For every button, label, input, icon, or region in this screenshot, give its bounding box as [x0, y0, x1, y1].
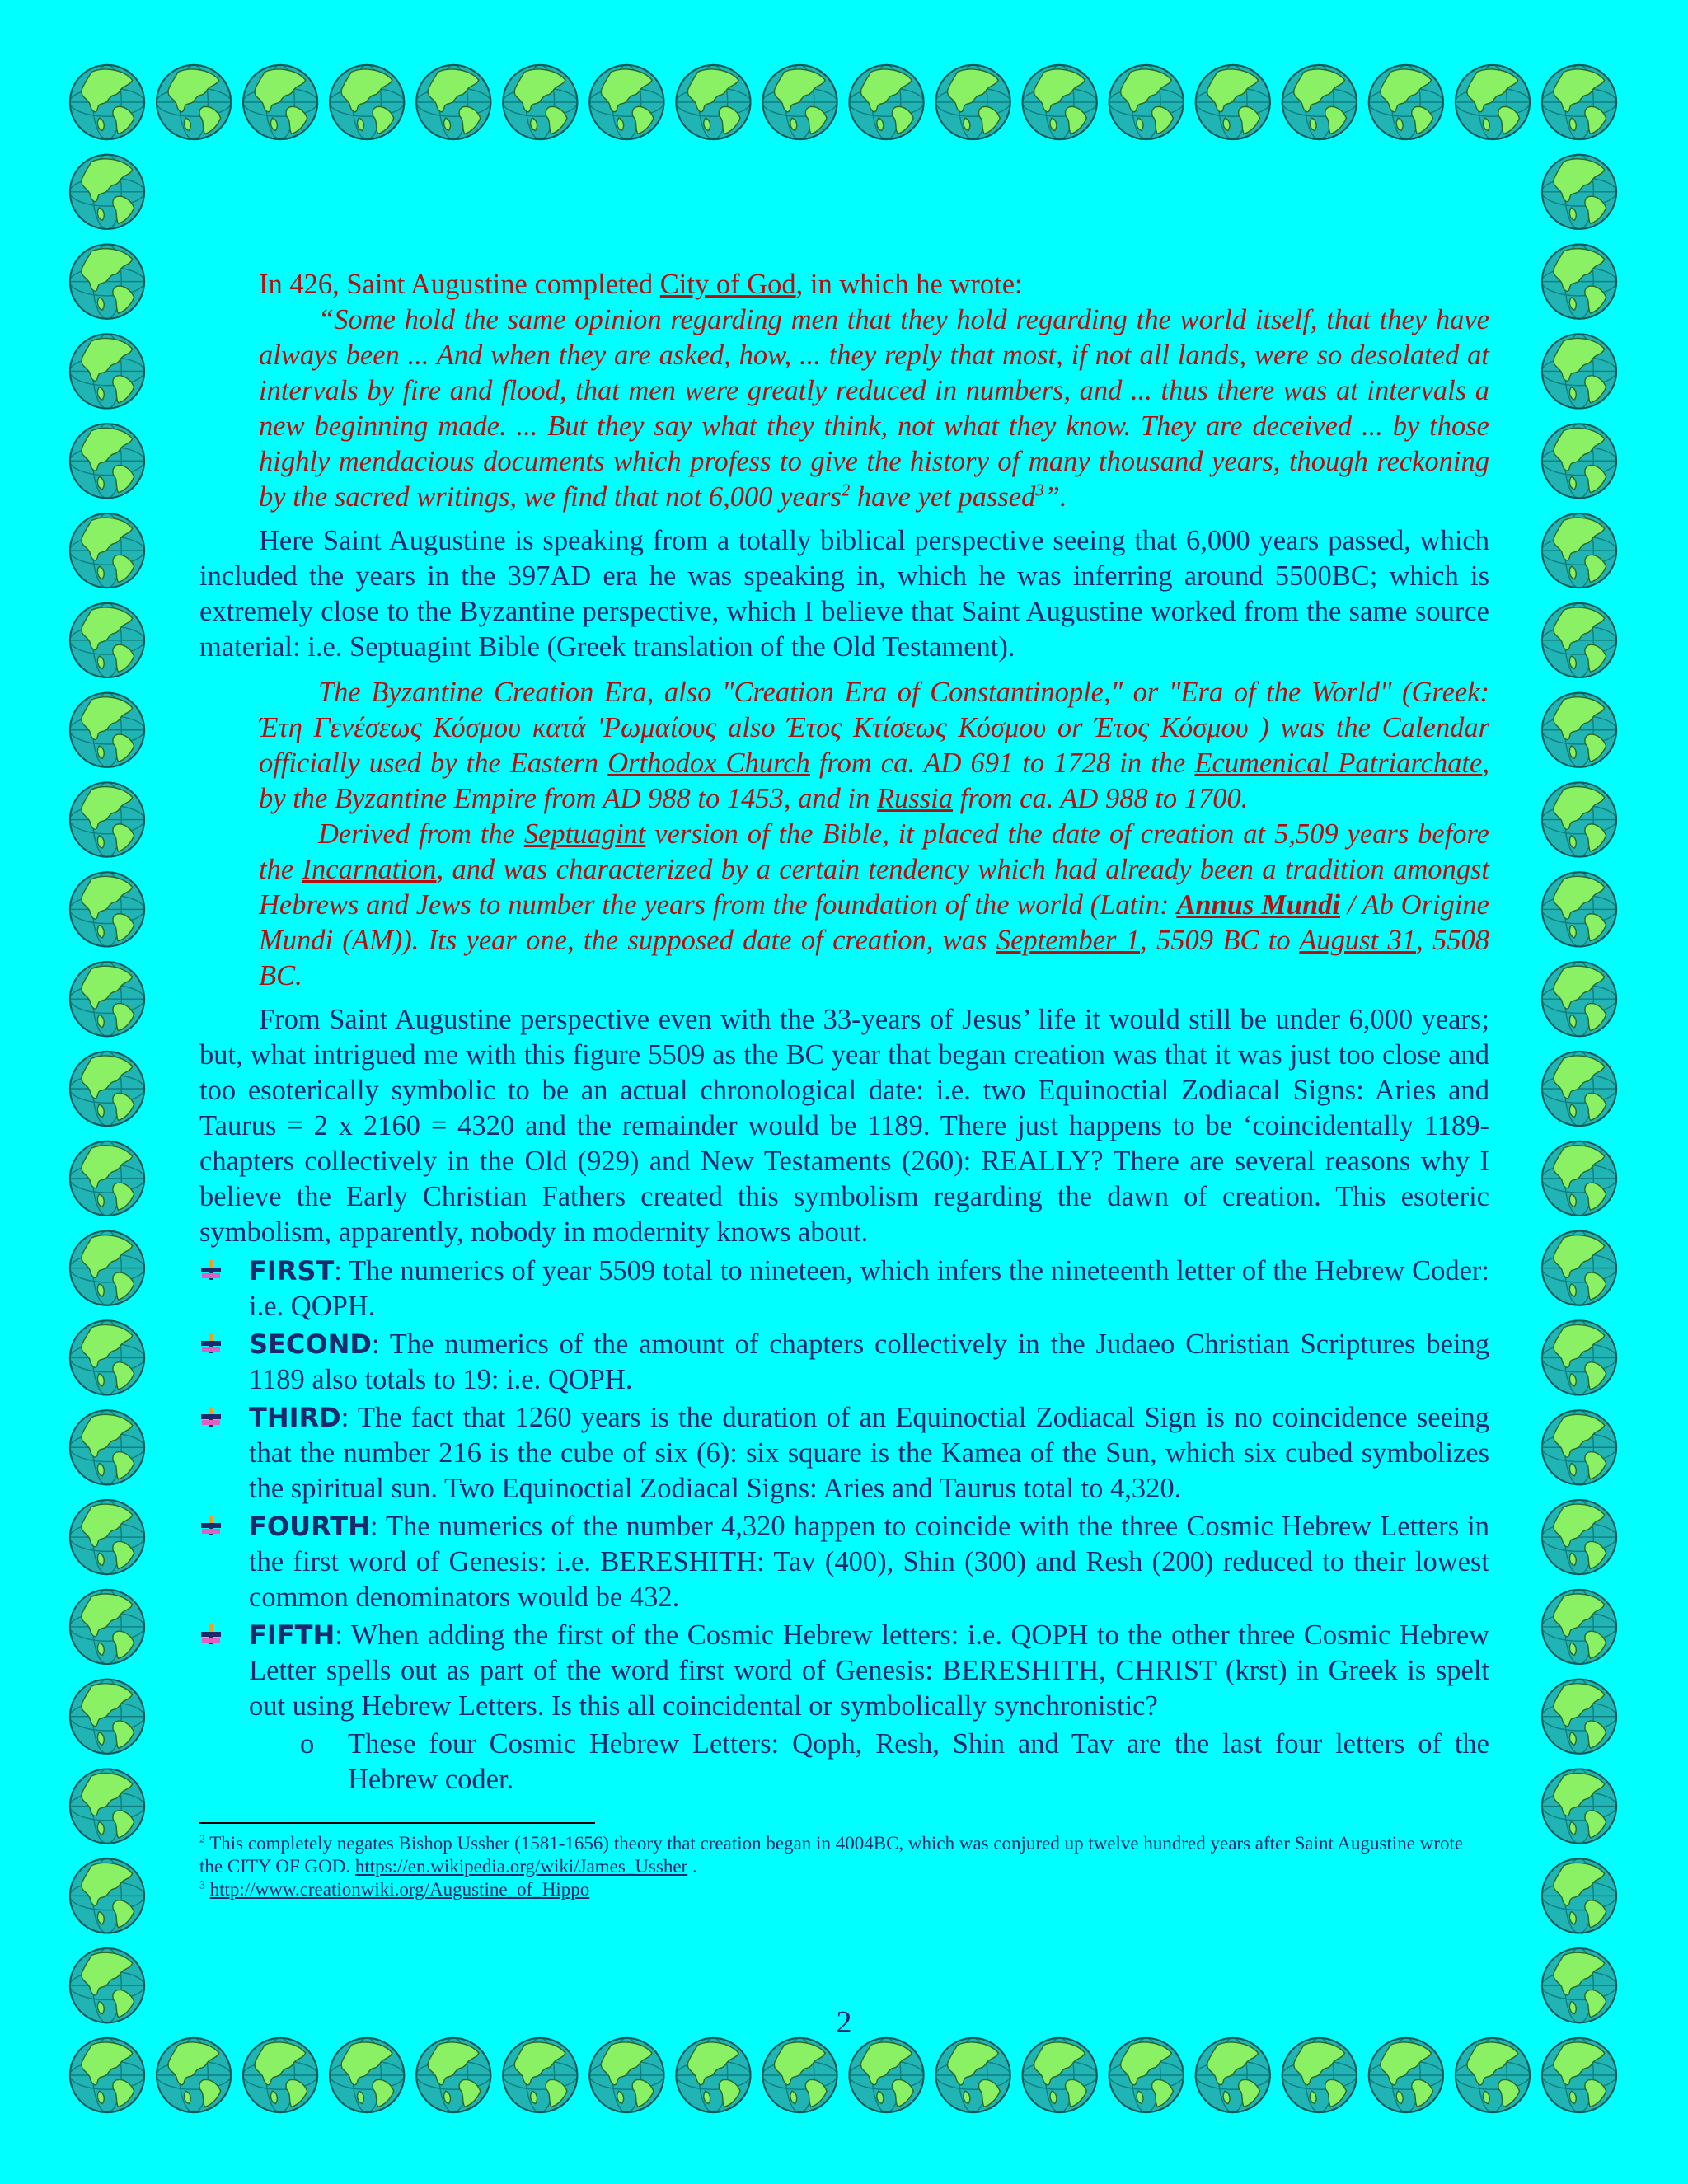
globe-icon	[1542, 513, 1616, 588]
globe-icon	[1369, 2038, 1443, 2112]
globe-icon	[1023, 2038, 1097, 2112]
globe-icon	[70, 1680, 144, 1754]
footnote-3: $^3$ http://www.creationwiki.org/Augustine_of_Hippo	[199, 1878, 590, 1900]
globe-icon	[935, 2038, 1010, 2112]
annus-mundi-link[interactable]: Annus Mundi	[1176, 889, 1340, 921]
globe-icon	[1456, 2038, 1530, 2112]
list-item: THIRD: The fact that 1260 years is the duration of an Equinoctial Zodiacal Sign is no coincidence seeing that the number 216 is the cube of six (6): six square is the Kamea of the Sun, which six cubed symbolizes the spiritual sun. Two Equinoctial Zodiacal Signs: Aries and Taurus total to 4,320.	[199, 1400, 1489, 1507]
globe-icon	[1542, 1231, 1616, 1305]
list-item: SECOND: The numerics of the amount of chapters collectively in the Judaeo Christian Scriptures being 1189 also totals to 19: i.e. QOPH.	[199, 1327, 1489, 1398]
globe-icon	[1542, 1410, 1616, 1484]
septuagint-link[interactable]: Septuagint	[523, 818, 646, 850]
footnote-separator	[199, 1822, 595, 1824]
footnote-2: $^2$ This completely negates Bishop Ussher (1581-1656) theory that creation began in 4004BC, which was conjured up twelve hundred years after Saint Augustine wrote the CITY OF GOD. https://en.wikipedia.org/wiki/James_Ussher .	[199, 1832, 1464, 1877]
orthodox-church-link[interactable]: Orthodox Church	[607, 748, 810, 779]
russia-link[interactable]: Russia	[876, 783, 953, 814]
plus-bullet-icon	[199, 1514, 223, 1537]
globe-icon	[1542, 1500, 1616, 1574]
globe-icon	[70, 1769, 144, 1843]
globe-icon	[70, 245, 144, 319]
globe-icon	[1542, 1141, 1616, 1216]
point-keyword: THIRD	[249, 1402, 341, 1433]
globe-icon	[70, 1231, 144, 1305]
reasons-list	[199, 1254, 1489, 1724]
byzantine-quote-2: Derived from the Septuagint version of the Bible, it placed the date of creation at 5,509 years before the Incarnation, and was characterized by a certain tendency which had already been a tradition amongst Hebrews and Jews to number the years from the foundation of the world (Latin: Annus Mundi / Ab Origine Mundi (AM)). Its year one, the supposed date of creation, was September 1, 5509 BC to August 31, 5508 BC.	[259, 818, 1489, 991]
globe-icon	[70, 65, 144, 139]
globe-icon	[1542, 65, 1616, 139]
list-item: FIRST: The numerics of year 5509 total to nineteen, which infers the nineteenth letter of the Hebrew Coder: i.e. QOPH.	[199, 1254, 1489, 1324]
ussher-link[interactable]: https://en.wikipedia.org/wiki/James_Ussher	[354, 1856, 688, 1877]
globe-icon	[1542, 1320, 1616, 1394]
globe-icon	[762, 2038, 837, 2112]
globe-icon	[1542, 1858, 1616, 1933]
paragraph-2: From Saint Augustine perspective even with the 33-years of Jesus’ life it would still be under 6,000 years; but, what intrigued me with this figure 5509 as the BC year that began creation was that it was just too close and too esoterically symbolic to be an actual chronological date: i.e. two Equinoctial Zodiacal Signs: Aries and Taurus = 2 x 2160 = 4320 and the remainder would be 1189. There just happens to be ‘coincidentally 1189-chapters collectively in the Old (929) and New Testaments (260): REALLY? There are several reasons why I believe the Early Christian Fathers created this symbolism regarding the dawn of creation. This esoteric symbolism, apparently, nobody in modernity knows about.	[199, 1004, 1489, 1248]
page-content	[199, 267, 1489, 1901]
globe-icon	[676, 65, 750, 139]
globe-icon	[330, 65, 404, 139]
globe-icon	[416, 2038, 490, 2112]
globe-icon	[1542, 1590, 1616, 1664]
globe-icon	[849, 65, 923, 139]
globe-icon	[70, 1052, 144, 1126]
circle-bullet: o	[300, 1728, 315, 1760]
globe-icon	[70, 962, 144, 1036]
list-item: FIFTH: When adding the first of the Cosmic Hebrew letters: i.e. QOPH to the other three Cosmic Hebrew Letter spells out as part of the word first word of Genesis: BERESHITH, CHRIST (krst) in Greek is spelt out using Hebrew Letters. Is this all coincidental or symbolically synchronistic?	[199, 1618, 1489, 1724]
plus-bullet-icon	[199, 1332, 223, 1355]
globe-icon	[416, 65, 490, 139]
incarnation-link[interactable]: Incarnation	[302, 854, 437, 885]
globe-icon	[70, 2038, 144, 2112]
globe-icon	[1369, 65, 1443, 139]
globe-icon	[157, 2038, 231, 2112]
globe-icon	[70, 1858, 144, 1933]
point-keyword: FOURTH	[249, 1511, 370, 1542]
globe-icon	[157, 65, 231, 139]
globe-icon	[70, 872, 144, 946]
globe-icon	[1542, 334, 1616, 408]
footnote-ref-3[interactable]: 3	[1035, 481, 1044, 500]
globe-icon	[70, 1500, 144, 1574]
globe-icon	[503, 2038, 577, 2112]
globe-icon	[1282, 65, 1357, 139]
globe-icon	[1282, 2038, 1357, 2112]
globe-icon	[1542, 962, 1616, 1036]
plus-bullet-icon	[199, 1258, 223, 1282]
byzantine-quote-1: The Byzantine Creation Era, also "Creation Era of Constantinople," or "Era of the World" (Greek: Έτη Γενέσεως Κόσμου κατά 'Ρωμαίους also Έτος Κτίσεως Κόσμου or Έτος Κόσμου ) was the Calendar officially used by the Eastern Orthodox Church from ca. AD 691 to 1728 in the Ecumenical Patriarchate, by the Byzantine Empire from AD 988 to 1453, and in Russia from ca. AD 988 to 1700.	[259, 677, 1489, 814]
globe-icon	[70, 603, 144, 677]
globe-icon	[70, 1590, 144, 1664]
intro-line: In 426, Saint Augustine completed City of God, in which he wrote:	[259, 269, 1023, 300]
globe-icon	[330, 2038, 404, 2112]
sub-point: o These four Cosmic Hebrew Letters: Qoph, Resh, Shin and Tav are the last four letters of the Hebrew coder.	[300, 1728, 1489, 1795]
globe-icon	[243, 2038, 317, 2112]
globe-icon	[1542, 1680, 1616, 1754]
globe-icon	[1542, 1052, 1616, 1126]
globe-icon	[1196, 65, 1270, 139]
globe-icon	[70, 513, 144, 588]
point-keyword: SECOND	[249, 1329, 372, 1360]
globe-icon	[1542, 1769, 1616, 1843]
globe-icon	[1456, 65, 1530, 139]
globe-icon	[1542, 245, 1616, 319]
globe-icon	[849, 2038, 923, 2112]
globe-icon	[935, 65, 1010, 139]
plus-bullet-icon	[199, 1405, 223, 1428]
globe-icon	[1542, 782, 1616, 856]
globe-icon	[1542, 2038, 1616, 2112]
globe-icon	[70, 1410, 144, 1484]
point-keyword: FIRST	[249, 1255, 335, 1286]
globe-icon	[1109, 2038, 1184, 2112]
globe-icon	[1023, 65, 1097, 139]
globe-icon	[589, 65, 663, 139]
globe-icon	[70, 782, 144, 856]
globe-icon	[243, 65, 317, 139]
globe-icon	[1542, 424, 1616, 498]
globe-icon	[1109, 65, 1184, 139]
city-of-god-link[interactable]: City of God	[659, 269, 796, 300]
globe-icon	[70, 334, 144, 408]
augustine-quote: “Some hold the same opinion regarding men that they hold regarding the world itself, that they have always been ... And when they are asked, how, ... they reply that most, if not all lands, were so desolated at intervals by fire and flood, that men were greatly reduced in numbers, and ... thus there was at intervals a new beginning made. ... But they say what they think, not what they know. They are deceived ... by those highly mendacious documents which profess to give the history of many thousand years, though reckoning by the sacred writings, we find that not 6,000 years$^2$ have yet passed$^3$”.	[259, 304, 1489, 513]
ecumenical-patriarchate-link[interactable]: Ecumenical Patriarchate	[1194, 748, 1483, 779]
globe-icon	[1542, 603, 1616, 677]
globe-icon	[70, 424, 144, 498]
list-item: FOURTH: The numerics of the number 4,320 happen to coincide with the three Cosmic Hebrew Letters in the first word of Genesis: i.e. BERESHITH: Tav (400), Shin (300) and Resh (200) reduced to their lowest common denominators would be 432.	[199, 1509, 1489, 1615]
globe-icon	[589, 2038, 663, 2112]
globe-icon	[1542, 872, 1616, 946]
globe-icon	[70, 155, 144, 229]
paragraph-1: Here Saint Augustine is speaking from a totally biblical perspective seeing that 6,000 years passed, which included the years in the 397AD era he was speaking in, which he was inferring around 5500BC; which is extremely close to the Byzantine perspective, which I believe that Saint Augustine worked from the same source material: i.e. Septuagint Bible (Greek translation of the Old Testament).	[199, 525, 1489, 663]
point-keyword: FIFTH	[249, 1619, 335, 1651]
creationwiki-link[interactable]: http://www.creationwiki.org/Augustine_of_Hippo	[209, 1879, 590, 1900]
september-1-link[interactable]: September 1	[996, 925, 1141, 956]
globe-icon	[70, 1320, 144, 1394]
globe-icon	[1542, 693, 1616, 767]
globe-icon	[503, 65, 577, 139]
globe-icon	[1542, 155, 1616, 229]
globe-icon	[762, 65, 837, 139]
globe-icon	[70, 693, 144, 767]
footnote-ref-2[interactable]: 2	[841, 481, 851, 500]
globe-icon	[1196, 2038, 1270, 2112]
globe-icon	[70, 1141, 144, 1216]
august-31-link[interactable]: August 31	[1299, 925, 1417, 956]
globe-icon	[676, 2038, 750, 2112]
page-number: 2	[836, 2005, 852, 2040]
plus-bullet-icon	[199, 1623, 223, 1646]
